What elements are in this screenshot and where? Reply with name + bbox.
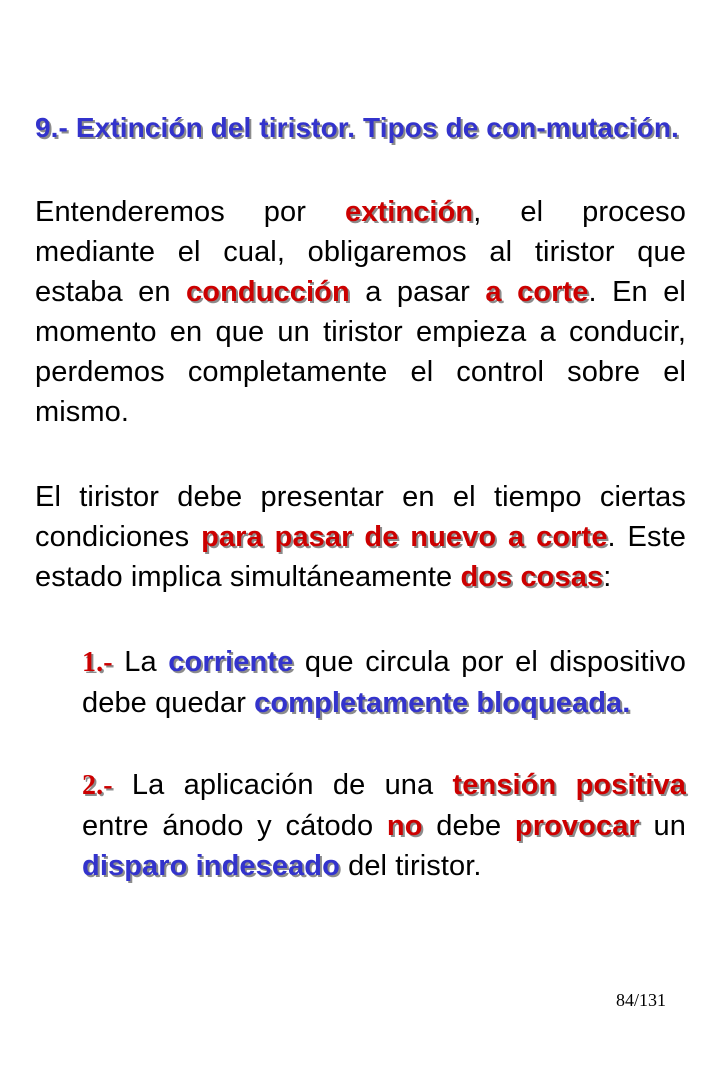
text-fragment: El tiristor debe presentar en el tiempo ciertas condiciones xyxy=(35,481,686,553)
item-number: 1.- xyxy=(82,647,113,678)
highlight-conduccion: conducción xyxy=(186,276,350,308)
text-fragment: a pasar xyxy=(349,276,486,308)
highlight-no: no xyxy=(386,810,423,842)
text-fragment: un xyxy=(639,810,686,842)
paragraph-conditions xyxy=(35,477,686,597)
highlight-dos-cosas: dos cosas xyxy=(460,561,604,593)
highlight-provocar: provocar xyxy=(514,810,640,842)
heading-number: 9.- xyxy=(35,112,68,143)
text-fragment: : xyxy=(603,561,612,593)
highlight-tension-positiva: tensión positiva xyxy=(452,769,686,801)
highlight-disparo-indeseado: disparo indeseado xyxy=(82,850,340,882)
heading-title: Extinción del tiristor. Tipos de con-mutación. xyxy=(75,112,679,143)
list-item-2 xyxy=(35,765,686,886)
section-heading xyxy=(35,108,686,148)
text-fragment: Entenderemos por xyxy=(35,196,346,228)
text-fragment: . Este estado implica simultáneamente xyxy=(35,521,686,593)
text-fragment: debe xyxy=(422,810,515,842)
text-fragment: del tiristor. xyxy=(339,850,482,882)
text-fragment: , el proceso mediante el cual, obligaremos al tiristor que estaba en xyxy=(35,196,686,308)
list-item-1 xyxy=(35,642,686,723)
highlight-bloqueada: completamente bloqueada. xyxy=(254,687,631,719)
item-number: 2.- xyxy=(82,770,113,801)
highlight-pasar-a-corte: para pasar de nuevo a corte xyxy=(201,521,608,553)
text-fragment: La aplicación de una xyxy=(112,769,453,801)
text-fragment: entre ánodo y cátodo xyxy=(82,810,387,842)
document-body xyxy=(35,108,686,928)
text-fragment: La xyxy=(112,646,169,678)
highlight-extincion: extinción xyxy=(345,196,474,228)
paragraph-definition xyxy=(35,192,686,432)
page-number: 84/131 xyxy=(615,990,666,1010)
text-fragment: que circula por el dispositivo debe quedar xyxy=(82,646,686,719)
highlight-a-corte: a corte xyxy=(485,276,589,308)
highlight-corriente: corriente xyxy=(168,646,294,678)
text-fragment: . En el momento en que un tiristor empieza a conducir, perdemos completamente el control sobre el mismo. xyxy=(35,276,686,428)
